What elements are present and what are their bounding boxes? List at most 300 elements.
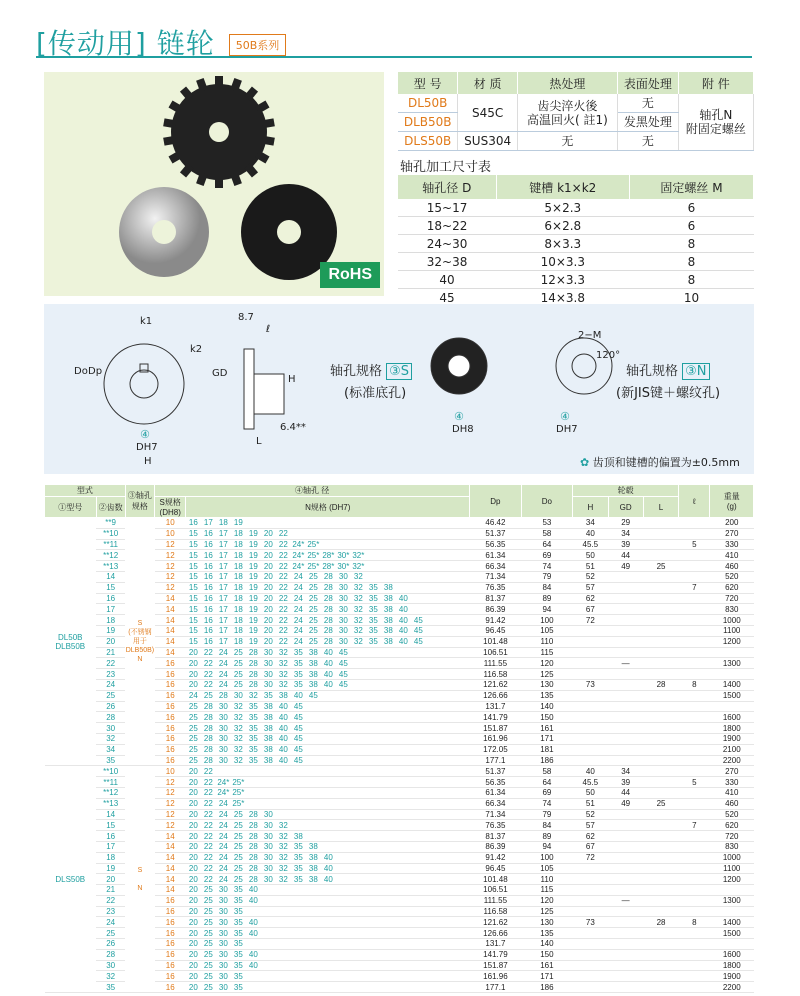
weight-cell: 1600: [710, 712, 754, 723]
ell-cell: [679, 841, 710, 852]
bore-cell: 8: [629, 235, 753, 253]
l-cell: [643, 571, 678, 582]
spec-group-cell: S N: [125, 766, 154, 993]
teeth-cell: **11: [96, 777, 125, 788]
material-header: [398, 72, 754, 94]
teeth-cell: 30: [96, 723, 125, 734]
dp-cell: 151.87: [470, 723, 522, 734]
n-bore-cell: 15 16 17 18 19 20 22 24* 25* 28* 30* 32*: [186, 561, 470, 572]
dp-cell: 81.37: [470, 593, 522, 604]
h-cell: 67: [573, 604, 608, 615]
s-bore-cell: 12: [155, 561, 186, 572]
gd-cell: [608, 679, 643, 690]
n-bore-cell: 15 16 17 18 19 20 22 24 25 28 30 32 35 38 40 45: [186, 615, 470, 626]
l-cell: [643, 863, 678, 874]
teeth-cell: 21: [96, 885, 125, 896]
do-cell: 171: [521, 971, 573, 982]
col-setscrew: 固定螺丝 M: [629, 175, 753, 199]
dp-cell: 96.45: [470, 863, 522, 874]
dimension-diagram: [44, 304, 754, 474]
col-keyway: 键槽 k1×k2: [496, 175, 629, 199]
h-cell: [573, 949, 608, 960]
do-cell: 89: [521, 593, 573, 604]
teeth-cell: **11: [96, 539, 125, 550]
h-teeth: ②齿数: [96, 497, 125, 518]
l-cell: 25: [643, 561, 678, 572]
col-bore-d: 轴孔径 D: [398, 175, 496, 199]
dim-circ4-s: ④: [454, 410, 464, 423]
dp-cell: 116.58: [470, 906, 522, 917]
teeth-cell: **12: [96, 550, 125, 561]
weight-cell: 720: [710, 831, 754, 842]
bore-cell: 6: [629, 217, 753, 235]
dim-circ4: ④: [140, 428, 150, 441]
ell-cell: [679, 669, 710, 680]
n-spec-label: [626, 360, 710, 379]
s-bore-cell: 12: [155, 582, 186, 593]
ell-cell: [679, 647, 710, 658]
do-cell: 140: [521, 939, 573, 950]
s-spec-desc: (标准底孔): [344, 386, 407, 401]
h-l: L: [643, 497, 678, 518]
gd-cell: 49: [608, 561, 643, 572]
n-bore-cell: 20 25 30 35 40: [186, 895, 470, 906]
weight-cell: 410: [710, 787, 754, 798]
n-bore-cell: 20 25 30 35: [186, 982, 470, 993]
h-gd: GD: [608, 497, 643, 518]
do-cell: 181: [521, 744, 573, 755]
h-cell: 40: [573, 766, 608, 777]
bore-row: [398, 271, 754, 289]
n-bore-cell: 20 22 24* 25*: [186, 777, 470, 788]
l-cell: [643, 625, 678, 636]
do-cell: 69: [521, 787, 573, 798]
dp-cell: 86.39: [470, 841, 522, 852]
teeth-cell: 24: [96, 679, 125, 690]
weight-cell: 1500: [710, 690, 754, 701]
ell-cell: 8: [679, 679, 710, 690]
gd-cell: [608, 712, 643, 723]
n-bore-cell: 15 16 17 18 19 20 22 24 25 28 30 32 35 38 40 45: [186, 625, 470, 636]
dp-cell: 101.48: [470, 874, 522, 885]
weight-cell: 1300: [710, 658, 754, 669]
offset-note-text: 齿顶和键槽的偏置为±0.5mm: [592, 456, 740, 469]
do-cell: 115: [521, 647, 573, 658]
weight-cell: 2200: [710, 755, 754, 766]
n-spec-text: 轴孔规格: [626, 364, 679, 379]
l-cell: [643, 582, 678, 593]
do-cell: 64: [521, 539, 573, 550]
h-cell: 72: [573, 615, 608, 626]
l-cell: [643, 636, 678, 647]
col-attach: 附 件: [678, 72, 753, 94]
gd-cell: 44: [608, 787, 643, 798]
gd-cell: [608, 971, 643, 982]
bore-cell: 10×3.3: [496, 253, 629, 271]
spec-header-1: [45, 485, 754, 497]
do-cell: 84: [521, 582, 573, 593]
n-bore-cell: 20 22 24 25 28 30 32 35 38 40: [186, 863, 470, 874]
n-bore-cell: 25 28 30 32 35 38 40 45: [186, 755, 470, 766]
teeth-cell: 32: [96, 971, 125, 982]
n-bore-cell: 20 22 24 25 28 30: [186, 809, 470, 820]
n-bore-cell: 20 22 24 25 28 30 32 35 38 40 45: [186, 669, 470, 680]
ell-cell: [679, 874, 710, 885]
bore-cell: 14×3.8: [496, 289, 629, 307]
bore-header: [398, 175, 754, 199]
gd-cell: [608, 820, 643, 831]
ell-cell: [679, 528, 710, 539]
gd-cell: [608, 755, 643, 766]
dp-cell: 141.79: [470, 949, 522, 960]
ell-cell: [679, 831, 710, 842]
weight-cell: 1100: [710, 863, 754, 874]
spec-table: [44, 484, 754, 993]
n-spec-code: ③N: [682, 363, 709, 380]
n-bore-cell: 15 16 17 18 19 20 22 24* 25*: [186, 539, 470, 550]
ell-cell: 7: [679, 820, 710, 831]
do-cell: 58: [521, 528, 573, 539]
l-cell: 28: [643, 679, 678, 690]
weight-cell: 1200: [710, 874, 754, 885]
ell-cell: [679, 852, 710, 863]
weight-cell: 1800: [710, 723, 754, 734]
h-bore: ④轴孔 径: [155, 485, 470, 497]
n-bore-cell: 25 28 30 32 35 38 40 45: [186, 723, 470, 734]
h-cell: [573, 636, 608, 647]
s-bore-cell: 16: [155, 971, 186, 982]
bore-cell: 8: [629, 271, 753, 289]
gd-cell: [608, 960, 643, 971]
do-cell: 186: [521, 982, 573, 993]
teeth-cell: **13: [96, 798, 125, 809]
s-bore-cell: 16: [155, 917, 186, 928]
dp-cell: 76.35: [470, 820, 522, 831]
h-cell: [573, 906, 608, 917]
s-bore-cell: 12: [155, 820, 186, 831]
gd-cell: [608, 939, 643, 950]
col-heat: 热处理: [517, 72, 617, 94]
n-bore-cell: 20 22 24 25 28 30 32 35 38 40 45: [186, 679, 470, 690]
l-cell: [643, 723, 678, 734]
material-cell: S45C: [458, 94, 518, 132]
h-ell: ℓ: [679, 485, 710, 518]
h-cell: 73: [573, 917, 608, 928]
h-n: N规格 (DH7): [186, 497, 470, 518]
ell-cell: [679, 604, 710, 615]
s-bore-cell: 14: [155, 852, 186, 863]
teeth-cell: **12: [96, 787, 125, 798]
h-cell: [573, 723, 608, 734]
ell-cell: [679, 518, 710, 529]
weight-cell: [710, 647, 754, 658]
gd-cell: [608, 831, 643, 842]
ell-cell: [679, 766, 710, 777]
model-group-cell: DL50B DLB50B: [45, 518, 97, 766]
h-model: 型式: [45, 485, 126, 497]
teeth-cell: 14: [96, 809, 125, 820]
dp-cell: 126.66: [470, 928, 522, 939]
n-bore-cell: 20 22: [186, 766, 470, 777]
bore-table: [398, 175, 754, 307]
col-surface: 表面处理: [617, 72, 678, 94]
h-cell: 67: [573, 841, 608, 852]
teeth-cell: 19: [96, 625, 125, 636]
dp-cell: 141.79: [470, 712, 522, 723]
surface-cell: 无: [617, 94, 678, 113]
bore-row: [398, 199, 754, 217]
ell-cell: [679, 885, 710, 896]
l-cell: [643, 982, 678, 993]
do-cell: 150: [521, 712, 573, 723]
page-title: [传动用] 链轮: [36, 27, 215, 60]
teeth-cell: 15: [96, 820, 125, 831]
weight-cell: 200: [710, 518, 754, 529]
dp-cell: 96.45: [470, 625, 522, 636]
ell-cell: 5: [679, 777, 710, 788]
bore-cell: 24~30: [398, 235, 496, 253]
ell-cell: 5: [679, 539, 710, 550]
l-cell: [643, 949, 678, 960]
dp-cell: 161.96: [470, 971, 522, 982]
dp-cell: 61.34: [470, 787, 522, 798]
dp-cell: 61.34: [470, 550, 522, 561]
h-cell: [573, 647, 608, 658]
teeth-cell: 22: [96, 658, 125, 669]
ell-cell: [679, 712, 710, 723]
teeth-cell: 17: [96, 604, 125, 615]
weight-cell: 1400: [710, 917, 754, 928]
weight-cell: 1900: [710, 733, 754, 744]
ell-cell: [679, 615, 710, 626]
n-bore-cell: 20 22 24 25 28 30 32 35 38 40: [186, 874, 470, 885]
dim-angle: 120°: [596, 350, 621, 361]
weight-cell: 330: [710, 777, 754, 788]
h-cell: [573, 971, 608, 982]
dp-cell: 121.62: [470, 917, 522, 928]
h-cell: [573, 733, 608, 744]
n-bore-cell: 20 22 24 25 28 30 32 35 38 40: [186, 852, 470, 863]
dp-cell: 116.58: [470, 669, 522, 680]
n-bore-cell: 15 16 17 18 19 20 22 24 25 28 30 32: [186, 571, 470, 582]
gd-cell: [608, 874, 643, 885]
l-cell: [643, 647, 678, 658]
l-cell: [643, 960, 678, 971]
do-cell: 79: [521, 809, 573, 820]
h-cell: [573, 885, 608, 896]
heat-cell: 齿尖淬火後 高温回火( 註1): [517, 94, 617, 132]
teeth-cell: 22: [96, 895, 125, 906]
n-bore-cell: 20 22 24 25 28 30 32 38: [186, 831, 470, 842]
weight-cell: [710, 939, 754, 950]
ell-cell: [679, 658, 710, 669]
weight-cell: 1000: [710, 852, 754, 863]
teeth-cell: 23: [96, 906, 125, 917]
h-cell: [573, 658, 608, 669]
gd-cell: 34: [608, 528, 643, 539]
bore-cell: 15~17: [398, 199, 496, 217]
dp-cell: 106.51: [470, 885, 522, 896]
do-cell: 171: [521, 733, 573, 744]
s-bore-cell: 16: [155, 755, 186, 766]
product-photo: [44, 72, 384, 296]
bore-row: [398, 235, 754, 253]
teeth-cell: 20: [96, 874, 125, 885]
gd-cell: [608, 604, 643, 615]
gd-cell: [608, 625, 643, 636]
l-cell: [643, 539, 678, 550]
dp-cell: 81.37: [470, 831, 522, 842]
do-cell: 150: [521, 949, 573, 960]
dp-cell: 86.39: [470, 604, 522, 615]
n-bore-cell: 20 25 30 35 40: [186, 960, 470, 971]
s-bore-cell: 16: [155, 690, 186, 701]
s-bore-cell: 14: [155, 831, 186, 842]
h-weight: 重量 (g): [710, 485, 754, 518]
s-bore-cell: 12: [155, 787, 186, 798]
weight-cell: 1100: [710, 625, 754, 636]
ell-cell: 7: [679, 582, 710, 593]
do-cell: 94: [521, 841, 573, 852]
h-cell: [573, 712, 608, 723]
teeth-cell: 26: [96, 701, 125, 712]
l-cell: [643, 744, 678, 755]
n-bore-cell: 20 25 30 35: [186, 939, 470, 950]
n-bore-cell: 20 22 24 25 28 30 32 35 38 40 45: [186, 647, 470, 658]
l-cell: [643, 712, 678, 723]
n-bore-cell: 20 22 24 25 28 30 32 35 38: [186, 841, 470, 852]
teeth-cell: 25: [96, 690, 125, 701]
n-bore-cell: 20 25 30 35 40: [186, 949, 470, 960]
gd-cell: [608, 582, 643, 593]
do-cell: 69: [521, 550, 573, 561]
title-divider: [36, 56, 752, 58]
h-cell: [573, 755, 608, 766]
gd-cell: [608, 982, 643, 993]
l-cell: [643, 593, 678, 604]
do-cell: 135: [521, 928, 573, 939]
l-cell: [643, 809, 678, 820]
gd-cell: [608, 885, 643, 896]
n-bore-cell: 25 28 30 32 35 38 40 45: [186, 744, 470, 755]
model-cell: DLS50B: [398, 132, 458, 151]
h-cell: 72: [573, 852, 608, 863]
weight-cell: 460: [710, 561, 754, 572]
l-cell: [643, 906, 678, 917]
n-bore-cell: 20 25 30 35: [186, 906, 470, 917]
bore-cell: 6×2.8: [496, 217, 629, 235]
s-bore-cell: 12: [155, 571, 186, 582]
do-cell: 120: [521, 895, 573, 906]
weight-cell: 1900: [710, 971, 754, 982]
s-bore-cell: 10: [155, 528, 186, 539]
do-cell: 84: [521, 820, 573, 831]
h-cell: [573, 669, 608, 680]
dp-cell: 151.87: [470, 960, 522, 971]
bore-cell: 45: [398, 289, 496, 307]
s-bore-cell: 16: [155, 928, 186, 939]
weight-cell: 2200: [710, 982, 754, 993]
s-spec-text: 轴孔规格: [330, 364, 383, 379]
dim-dh7-n: DH7: [556, 424, 578, 435]
ell-cell: [679, 625, 710, 636]
n-bore-cell: 15 16 17 18 19 20 22 24* 25* 28* 30* 32*: [186, 550, 470, 561]
gd-cell: [608, 841, 643, 852]
ell-cell: [679, 939, 710, 950]
bore-table-caption: 轴孔加工尺寸表: [400, 160, 492, 175]
n-bore-cell: 25 28 30 32 35 38 40 45: [186, 733, 470, 744]
surface-cell: 无: [617, 132, 678, 151]
col-material: 材 质: [458, 72, 518, 94]
material-row: [398, 94, 754, 113]
do-cell: 130: [521, 679, 573, 690]
gd-cell: 34: [608, 766, 643, 777]
l-cell: [643, 874, 678, 885]
ell-cell: [679, 744, 710, 755]
n-bore-cell: 20 22 24* 25*: [186, 787, 470, 798]
dim-dh7: DH7: [136, 442, 158, 453]
s-bore-cell: 16: [155, 895, 186, 906]
do-cell: 161: [521, 960, 573, 971]
h-h: H: [573, 497, 608, 518]
dim-dp: Dp: [88, 366, 103, 377]
weight-cell: 410: [710, 550, 754, 561]
h-cell: 62: [573, 831, 608, 842]
s-bore-cell: 12: [155, 798, 186, 809]
gd-cell: [608, 949, 643, 960]
gd-cell: 29: [608, 518, 643, 529]
do-cell: 125: [521, 906, 573, 917]
model-cell: DLB50B: [398, 113, 458, 132]
dp-cell: 172.05: [470, 744, 522, 755]
s-bore-cell: 14: [155, 625, 186, 636]
bore-row: [398, 253, 754, 271]
s-bore-cell: 16: [155, 960, 186, 971]
ell-cell: [679, 949, 710, 960]
do-cell: 58: [521, 766, 573, 777]
h-cell: [573, 874, 608, 885]
ell-cell: [679, 982, 710, 993]
h-cell: 45.5: [573, 777, 608, 788]
weight-cell: 460: [710, 798, 754, 809]
spec-group-cell: S (不锈钢用于 DLB50B) N: [125, 518, 154, 766]
n-bore-cell: 25 28 30 32 35 38 40 45: [186, 712, 470, 723]
do-cell: 64: [521, 777, 573, 788]
weight-cell: 830: [710, 841, 754, 852]
weight-cell: 1300: [710, 895, 754, 906]
h-bore-spec: ③轴孔 规格: [125, 485, 154, 518]
teeth-cell: 23: [96, 669, 125, 680]
s-bore-cell: 16: [155, 712, 186, 723]
teeth-cell: 17: [96, 841, 125, 852]
n-bore-cell: 15 16 17 18 19 20 22 24 25 28 30 32 35 38 40 45: [186, 636, 470, 647]
bore-cell: 32~38: [398, 253, 496, 271]
s-bore-cell: 16: [155, 701, 186, 712]
n-bore-cell: 24 25 28 30 32 35 38 40 45: [186, 690, 470, 701]
gd-cell: [608, 701, 643, 712]
l-cell: [643, 518, 678, 529]
weight-cell: 520: [710, 809, 754, 820]
dp-cell: 46.42: [470, 518, 522, 529]
l-cell: [643, 528, 678, 539]
ell-cell: 8: [679, 917, 710, 928]
weight-cell: [710, 669, 754, 680]
s-bore-cell: 16: [155, 939, 186, 950]
do-cell: 74: [521, 561, 573, 572]
weight-cell: 2100: [710, 744, 754, 755]
weight-cell: 270: [710, 766, 754, 777]
dim-8-7: 8.7: [238, 312, 254, 323]
